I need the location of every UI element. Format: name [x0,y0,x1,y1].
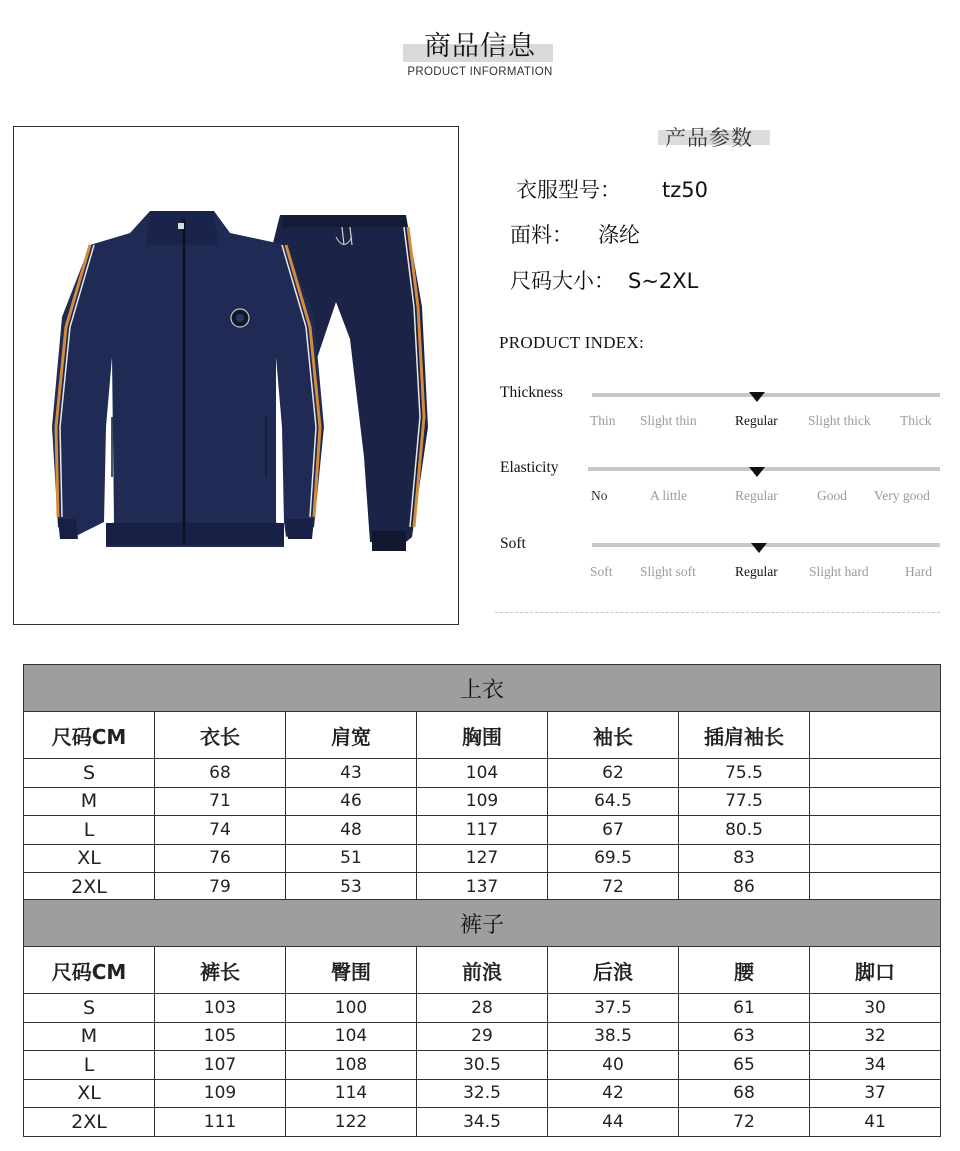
table-cell: 61 [679,994,810,1023]
param-value: tz50 [662,178,708,202]
scale-option: A little [650,488,688,503]
scale-option-selected: Regular [735,413,778,428]
table-header-row [24,712,941,759]
scale-label-soft: Soft [500,535,526,552]
param-key: 衣服型号： [516,178,621,202]
table-cell: 29 [417,1022,548,1051]
table-row [24,787,941,816]
table-cell [810,759,941,788]
table-cell: 75.5 [679,759,810,788]
top-size-table [23,664,941,902]
param-key: 面料： [510,223,573,247]
scale-option: Slight thin [640,413,697,428]
column-header: 后浪 [548,947,679,994]
table-cell: 68 [155,759,286,788]
column-header [810,712,941,759]
table-cell: 42 [548,1079,679,1108]
table-cell: 83 [679,844,810,873]
params-title: 产品参数 [665,126,753,150]
table-cell: 107 [155,1051,286,1080]
table-cell: 38.5 [548,1022,679,1051]
table-cell: 108 [286,1051,417,1080]
pants-size-table [23,899,941,1137]
scale-option: Thick [900,413,932,428]
table-cell: L [24,1051,155,1080]
table-cell: 62 [548,759,679,788]
table-row [24,1022,941,1051]
column-header: 尺码CM [24,712,155,759]
table-cell: 72 [679,1108,810,1137]
table-cell: 65 [679,1051,810,1080]
scale-marker-soft [751,543,767,553]
table-cell: 68 [679,1079,810,1108]
table-header-row [24,947,941,994]
table-cell: XL [24,844,155,873]
scale-option: Slight thick [808,413,871,428]
column-header: 袖长 [548,712,679,759]
table-cell [810,873,941,902]
table-cell: 74 [155,816,286,845]
scale-label-elasticity: Elasticity [500,459,559,476]
scale-option-selected: Regular [735,564,778,579]
table-cell: 71 [155,787,286,816]
page-subtitle: PRODUCT INFORMATION [407,66,553,78]
column-header: 裤长 [155,947,286,994]
table-section-header [24,665,941,712]
table-cell: 32 [810,1022,941,1051]
table-cell: 77.5 [679,787,810,816]
table-cell: S [24,759,155,788]
jacket-illustration [52,211,324,547]
table-cell: 53 [286,873,417,902]
table-cell: 37.5 [548,994,679,1023]
table-cell: 2XL [24,873,155,902]
table-cell: 2XL [24,1108,155,1137]
scale-marker-elasticity [749,467,765,477]
scale-option: No [591,488,608,503]
table-cell: 46 [286,787,417,816]
column-header: 脚口 [810,947,941,994]
table-cell: 72 [548,873,679,902]
table-cell: 41 [810,1108,941,1137]
table-cell: 100 [286,994,417,1023]
page-title: 商品信息 [424,31,536,62]
table-row [24,816,941,845]
table-cell: 30 [810,994,941,1023]
scale-option: Slight soft [640,564,696,579]
column-header: 胸围 [417,712,548,759]
scale-label-thickness: Thickness [500,384,563,401]
product-photo [13,126,459,625]
table-cell: 64.5 [548,787,679,816]
table-cell: 103 [155,994,286,1023]
scale-option: Very good [874,488,930,503]
table-cell: 104 [286,1022,417,1051]
table-cell: 127 [417,844,548,873]
scale-option-selected: Regular [735,488,778,503]
param-key: 尺码大小： [510,269,615,293]
table-cell: 43 [286,759,417,788]
table-cell: XL [24,1079,155,1108]
table-row [24,994,941,1023]
table-cell: 86 [679,873,810,902]
table-cell: 104 [417,759,548,788]
column-header: 尺码CM [24,947,155,994]
column-header: 插肩袖长 [679,712,810,759]
param-value: 涤纶 [598,223,640,247]
table-cell [810,787,941,816]
product-index-title: PRODUCT INDEX: [499,333,645,352]
table-cell: 37 [810,1079,941,1108]
scale-track-thickness [592,393,940,397]
table-cell: 51 [286,844,417,873]
scale-option: Soft [590,564,613,579]
table-cell: 48 [286,816,417,845]
param-row-size [510,265,698,295]
table-cell: 40 [548,1051,679,1080]
scale-option: Hard [905,564,932,579]
section-title: 上衣 [24,665,941,712]
table-cell: 137 [417,873,548,902]
table-cell: 28 [417,994,548,1023]
column-header: 腰 [679,947,810,994]
table-cell: 63 [679,1022,810,1051]
table-cell: 114 [286,1079,417,1108]
param-row-model [516,174,708,204]
table-row [24,759,941,788]
table-cell: 111 [155,1108,286,1137]
table-cell: 80.5 [679,816,810,845]
table-cell: L [24,816,155,845]
table-cell: 109 [155,1079,286,1108]
column-header: 臀围 [286,947,417,994]
table-cell: 69.5 [548,844,679,873]
page-header [0,0,960,90]
scale-option: Slight hard [809,564,869,579]
table-cell [810,844,941,873]
table-cell: 34.5 [417,1108,548,1137]
column-header: 前浪 [417,947,548,994]
scale-option: Good [817,488,847,503]
table-cell: M [24,787,155,816]
table-cell: 109 [417,787,548,816]
table-cell: 122 [286,1108,417,1137]
table-cell: 105 [155,1022,286,1051]
table-row [24,873,941,902]
table-cell: 76 [155,844,286,873]
table-cell: 44 [548,1108,679,1137]
section-title: 裤子 [24,900,941,947]
table-cell: 30.5 [417,1051,548,1080]
table-cell: 34 [810,1051,941,1080]
table-cell: M [24,1022,155,1051]
table-row [24,1079,941,1108]
table-cell: 79 [155,873,286,902]
table-cell: 67 [548,816,679,845]
table-cell: S [24,994,155,1023]
table-cell [810,816,941,845]
table-cell: 117 [417,816,548,845]
table-row [24,1108,941,1137]
table-section-header [24,900,941,947]
column-header: 肩宽 [286,712,417,759]
table-row [24,1051,941,1080]
column-header: 衣长 [155,712,286,759]
table-row [24,844,941,873]
table-cell: 32.5 [417,1079,548,1108]
scale-marker-thickness [749,392,765,402]
section-divider [495,612,940,613]
scale-option: Thin [590,413,616,428]
param-row-fabric [510,219,640,249]
param-value: S~2XL [628,269,699,293]
